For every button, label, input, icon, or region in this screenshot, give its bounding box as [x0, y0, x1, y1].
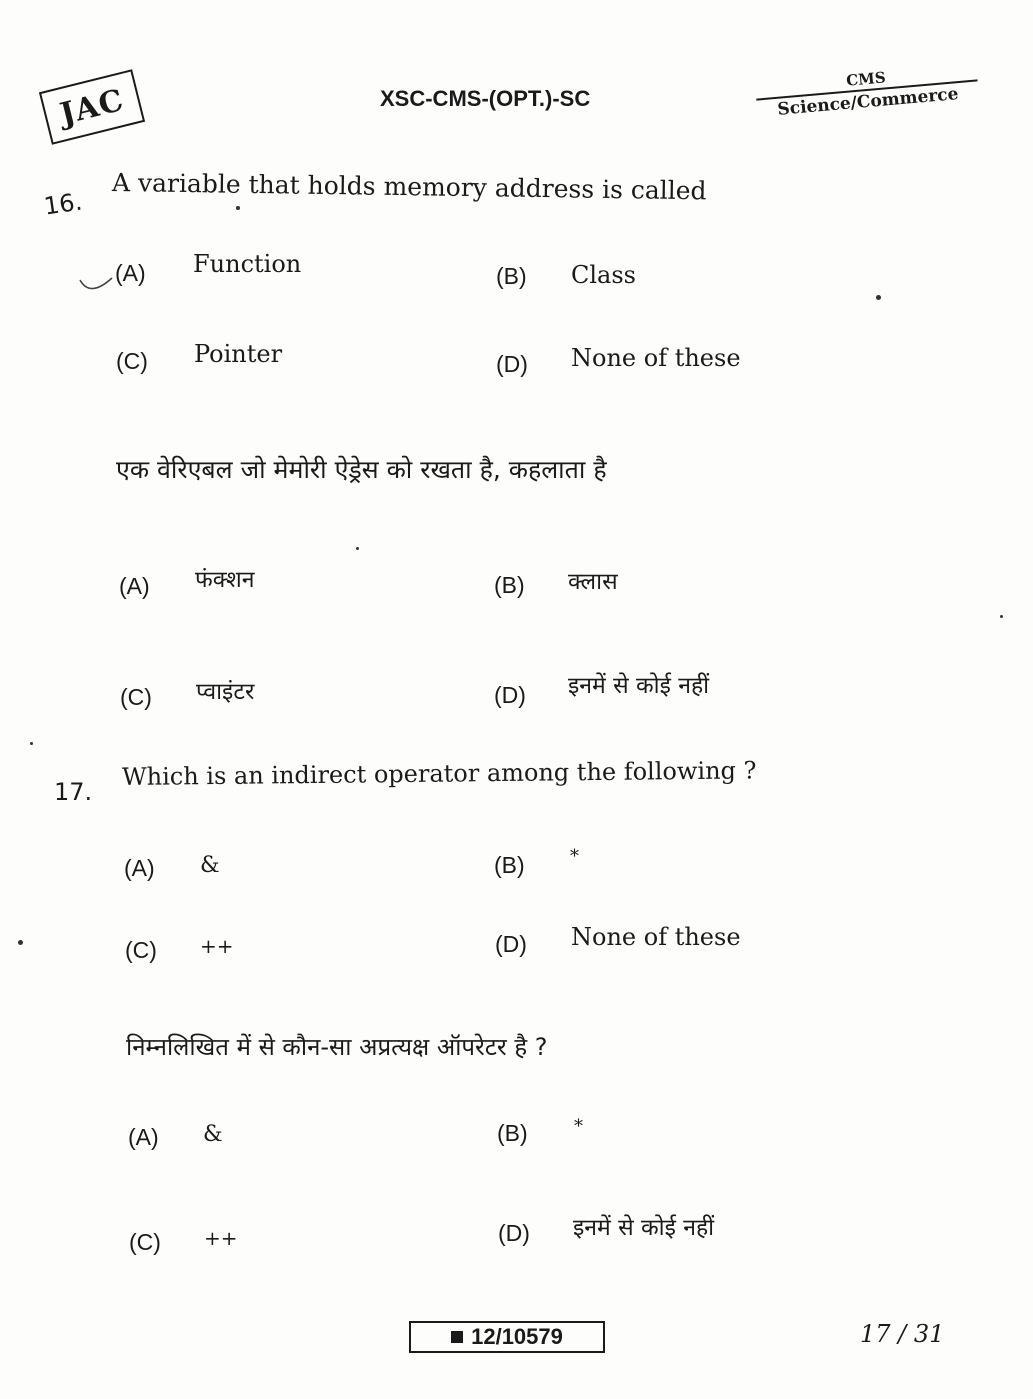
square-bullet-icon [451, 1331, 463, 1343]
option-label: (B) [494, 852, 525, 878]
option-label: (A) [128, 1124, 159, 1150]
question-text-en: Which is an indirect operator among the following ? [121, 756, 757, 791]
option-text: * [574, 1116, 583, 1137]
option-label: (C) [120, 684, 152, 710]
option-label: (D) [494, 682, 526, 708]
option-text: ++ [200, 934, 234, 958]
stream-label: Science/Commerce [776, 84, 960, 120]
question-text-hi: निम्नलिखित में से कौन-सा अप्रत्यक्ष ऑपरेटर है ? [126, 1033, 548, 1061]
option-label: (B) [497, 1120, 528, 1146]
option-label: (D) [498, 1220, 530, 1246]
booklet-code: 12/10579 [471, 1324, 563, 1349]
scan-speck [356, 547, 359, 550]
paper-code: XSC-CMS-(OPT.)-SC [380, 86, 591, 111]
option-text: None of these [571, 923, 741, 951]
option-label: (C) [116, 348, 148, 374]
option-text: None of these [571, 344, 741, 372]
option-text: * [570, 846, 579, 867]
board-logo [39, 69, 145, 145]
option-label: (B) [494, 572, 525, 598]
scan-speck [30, 742, 33, 745]
booklet-code-box [409, 1321, 605, 1353]
scan-speck [876, 295, 881, 300]
option-label: (D) [496, 351, 528, 377]
option-label: (C) [125, 937, 157, 963]
option-label: (C) [129, 1229, 161, 1255]
option-text: इनमें से कोई नहीं [573, 1215, 715, 1241]
option-label: (B) [496, 263, 527, 289]
scan-speck [236, 206, 240, 210]
scan-speck [18, 940, 23, 945]
option-text: Pointer [194, 340, 283, 368]
question-text-en: A variable that holds memory address is called [111, 168, 707, 206]
option-label: (A) [119, 573, 150, 599]
tick-mark-icon [78, 272, 114, 298]
option-label: (D) [495, 931, 527, 957]
board-logo-text: JAC [56, 82, 128, 132]
option-text: ++ [204, 1226, 238, 1250]
option-text: क्लास [568, 569, 618, 595]
option-text: & [203, 1122, 223, 1147]
option-text: इनमें से कोई नहीं [568, 673, 710, 699]
subject-code: CMS [845, 68, 887, 90]
question-number: 16. [42, 187, 84, 221]
subject-stream-label [755, 60, 980, 121]
option-label: (A) [124, 855, 155, 881]
question-number: 17. [54, 778, 93, 806]
option-text: & [200, 853, 220, 878]
option-text: Function [193, 250, 302, 278]
question-text-hi: एक वेरिएबल जो मेमोरी ऐड्रेस को रखता है, कहलाता है [116, 455, 607, 484]
option-text: Class [571, 261, 636, 289]
option-label: (A) [115, 260, 146, 286]
page-number: 17 / 31 [860, 1320, 945, 1348]
option-text: प्वाइंटर [196, 679, 255, 705]
scan-speck [1000, 615, 1003, 618]
option-text: फंक्शन [195, 567, 255, 593]
